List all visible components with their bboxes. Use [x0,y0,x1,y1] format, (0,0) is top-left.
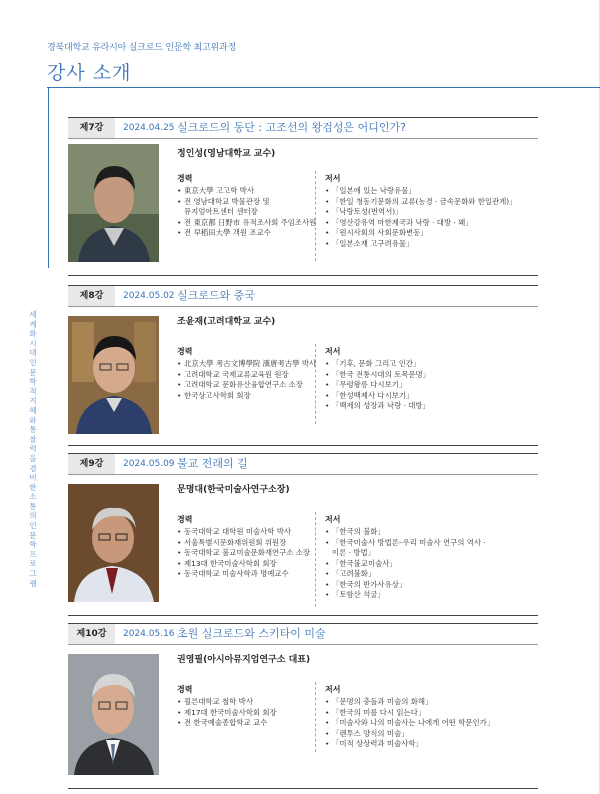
lecture-number: 제9강 [68,454,115,474]
lecture-title: 실크로드의 동단 : 고조선의 왕검성은 어디인가? [177,121,406,134]
lecture-divider [68,615,538,616]
program-subtitle: 경북대학교 유라시아 실크로드 인문학 최고위과정 [47,43,237,53]
career-list [177,527,317,580]
list-item: • 「한성백제사 다시보기」 [325,391,538,402]
list-item: • 「한국의 미를 다시 읽는다」 [325,708,538,719]
lecture-date: 2024.05.02 [123,291,175,301]
speaker-name: 권영필(아시아뮤지엄연구소 대표) [177,655,311,665]
list-item: • 전 東京都 日野市 유적조사회 주임조사원 [177,218,317,229]
list-item: • 「렌투스 양식의 미술」 [325,729,538,740]
speaker-photo [68,654,159,775]
list-item: • 「일본소재 고구려유물」 [325,239,538,250]
list-item: • 「기후, 문화 그리고 인간」 [325,359,538,370]
speaker-name: 정인성(영남대학교 교수) [177,149,276,159]
list-item: • 北京大學 考古文博學院 漢唐考古學 박사 [177,359,317,370]
list-item: • 「토함산 석굴」 [325,590,538,601]
list-item: • 「한국의 반가사유상」 [325,580,538,591]
speaker-photo [68,484,159,602]
lecture-header [68,453,538,475]
program-tagline: 세계화 시대 인문학적 지혜와 통찰력을 겸비한 소통의 인문학 프로그램 [29,310,37,588]
page-title: 강사 소개 [47,62,132,84]
career-heading: 경력 [177,174,193,183]
list-item: • 「한국불교미술사」 [325,559,538,570]
lecture-number: 제10강 [68,624,115,644]
lecture-divider [68,445,538,446]
list-item: • 동국대학교 불교미술문화재연구소 소장 [177,548,317,559]
page-bottom-rule [68,788,538,789]
list-item: • 한국상고사학회 회장 [177,391,317,402]
lecture-date: 2024.05.16 [123,629,175,639]
list-item: • 전 한국예술종합학교 교수 [177,718,317,729]
title-accent-line [48,88,49,268]
list-item: • 전 早稻田大學 객원 조교수 [177,228,317,239]
list-item: • 동국대학교 미술사학과 명예교수 [177,569,317,580]
works-list [325,359,538,412]
list-item: • 「한국미술사 방법론–우리 미술사 연구의 역사 · [325,538,538,549]
works-heading: 저서 [325,174,341,183]
lecture-number: 제7강 [68,118,115,138]
works-heading: 저서 [325,515,341,524]
works-list [325,697,538,750]
career-heading: 경력 [177,347,193,356]
list-item: • 「문명의 충돌과 미술의 화해」 [325,697,538,708]
speaker-name: 문명대(한국미술사연구소장) [177,485,290,495]
lecture-title: 초원 실크로드와 스키타이 미술 [177,627,326,640]
career-heading: 경력 [177,685,193,694]
list-item: 이론 · 방법」 [332,548,375,557]
lecture-title: 실크로드와 중국 [177,289,255,302]
list-item: • 「한국 전통시대의 토목문명」 [325,370,538,381]
career-list [177,697,317,729]
list-item: • 東京大學 고고학 박사 [177,186,317,197]
lecture-header [68,285,538,307]
list-item: • 제17대 한국미술사학회 회장 [177,708,317,719]
list-item: • 「한국의 불화」 [325,527,538,538]
lecture-10 [68,623,538,748]
speaker-photo [68,144,159,262]
list-item: • 「고려불화」 [325,569,538,580]
lecture-header [68,117,538,139]
lecture-date: 2024.04.25 [123,123,175,133]
list-item: • 「원시사회의 사회문화변동」 [325,228,538,239]
list-item: • 「미적 상상력과 미술사학」 [325,739,538,750]
works-list [325,527,538,601]
speaker-photo [68,316,159,434]
lecture-divider [68,275,538,276]
list-item: • 「무령왕릉 다시보기」 [325,380,538,391]
works-list [325,186,538,249]
list-item: • 「미술사와 나의 미술사는 나에게 어떤 학문인가」 [325,718,538,729]
list-item: • 「영산강유역 마한제국과 낙랑 · 대방 · 왜」 [325,218,538,229]
speaker-name: 조윤재(고려대학교 교수) [177,317,276,327]
list-item: 뮤지엄아트센터 센터장 [184,207,258,216]
list-item: • 서울특별시문화재위원회 위원장 [177,538,317,549]
lecture-date: 2024.05.09 [123,459,175,469]
list-item: • 고려대학교 문화유산융합연구소 소장 [177,380,317,391]
lecture-9 [68,453,538,599]
list-item: • 제13대 한국미술사학회 회장 [177,559,317,570]
career-list [177,359,317,401]
list-item: • 고려대학교 국제교류교육원 원장 [177,370,317,381]
lecture-7 [68,117,538,248]
list-item: • 동국대학교 대학원 미술사학 박사 [177,527,317,538]
lecture-header [68,623,538,645]
career-list [177,186,317,239]
list-item: • 「한일 청동기문화의 교류(농경 · 금속문화와 한일관계)」 [325,197,538,208]
list-item: • 「일본에 있는 낙랑유물」 [325,186,538,197]
career-heading: 경력 [177,515,193,524]
lecture-title: 불교 전래의 길 [177,457,248,470]
works-heading: 저서 [325,347,341,356]
list-item: • 전 영남대학교 박물관장 및 [177,197,317,208]
title-divider [47,87,600,88]
lecture-8 [68,285,538,410]
list-item: • 「백제의 성장과 낙랑 · 대방」 [325,401,538,412]
lecture-number: 제8강 [68,286,115,306]
list-item: • 쾰른대학교 철학 박사 [177,697,317,708]
list-item: • 「낙랑토성(번역서)」 [325,207,538,218]
works-heading: 저서 [325,685,341,694]
